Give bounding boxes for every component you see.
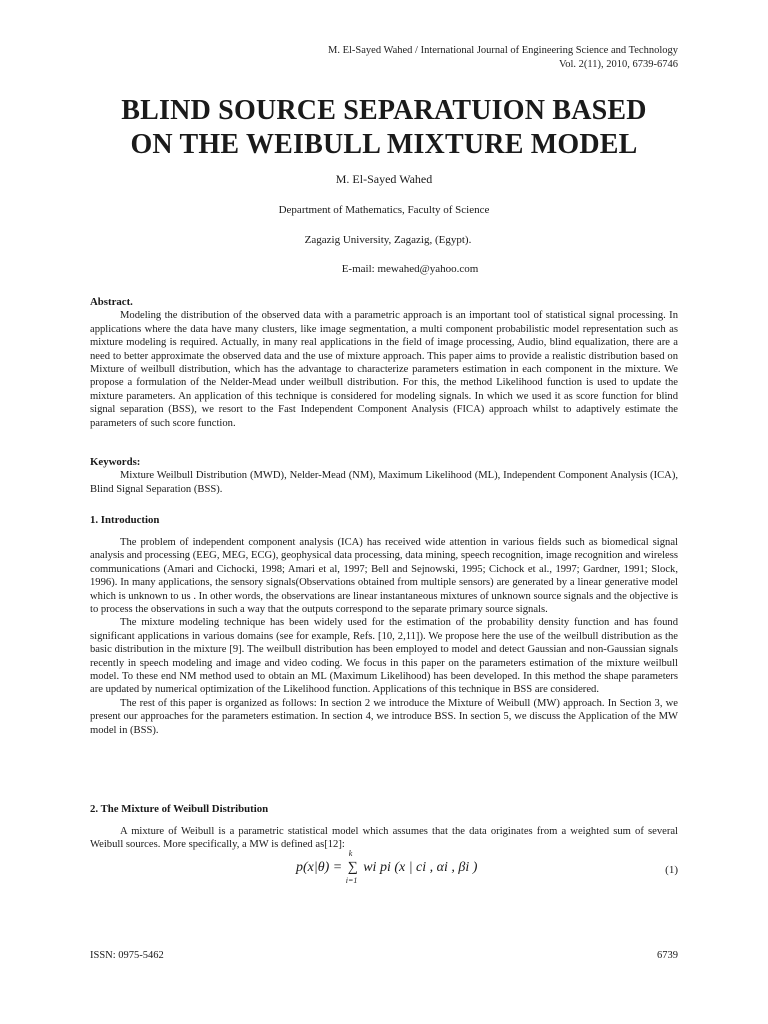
introduction-section — [90, 536, 678, 737]
abstract-text: Modeling the distribution of the observed data with a parametric approach is an important tool of statistical signal processing. In applications where the data have many clusters, like image segmentation, a multi component probabilistic model representation such as mixture modeling is required. Actually, in many real applications in the field of image processing, Audio, blind equalization, there are a need to better approximate the observed data and the use of mixture approach. This paper aims to provide a realistic distribution based on Mixture of weilbull distribution, which has the advantage to characterize parameters estimation in each component in the mixture. We propose a formulation of the Nelder-Mead under weilbull distribution. For this, the method Likelihood function is used to update the mixture parameters. An application of this technique is considered for modeling signals. In which we used it as score function for blind signal separation (BSS), we resort to the Fast Independent Component Analysis (FICA) approach whilst to adaptively estimate the parameters of such score function. — [90, 310, 678, 429]
abstract-section — [90, 296, 678, 430]
introduction-heading: 1. Introduction — [90, 514, 160, 526]
section2-body — [90, 825, 678, 852]
keywords-section — [90, 456, 678, 496]
title-line-2: ON THE WEIBULL MIXTURE MODEL — [130, 129, 638, 160]
author-name: M. El-Sayed Wahed — [335, 172, 433, 186]
section2-paragraph: A mixture of Weibull is a parametric statistical model which assumes that the data originates from a weighted sum of several Weibull sources. More specifically, a MW is defined as[12]: — [90, 826, 678, 851]
equation-1 — [90, 849, 678, 892]
author-email: E-mail: mewahed@yahoo.com — [341, 263, 479, 275]
sum-upper-limit: k — [348, 849, 353, 858]
title-line-1: BLIND SOURCE SEPARATUION BASED — [121, 95, 647, 126]
intro-paragraph-3: The rest of this paper is organized as follows: In section 2 we introduce the Mixture of Weibull (MW) approach. In Section 3, we present our approaches for the parameters estimation. In section 4, we introduce BSS. In section 5, we discuss the Application of the MW model in (BSS). — [90, 697, 678, 736]
equation-formula — [296, 849, 478, 885]
affiliation-university: Zagazig University, Zagazig, (Egypt). — [304, 234, 472, 246]
running-header — [118, 44, 678, 72]
header-journal-line: M. El-Sayed Wahed / International Journal of Engineering Science and Technology — [328, 45, 678, 56]
footer-page-number: 6739 — [657, 950, 678, 961]
paper-title — [60, 94, 708, 162]
keywords-text: Mixture Weilbull Distribution (MWD), Nelder-Mead (NM), Maximum Likelihood (ML), Independent Component Analysis (ICA), Blind Signal Separation (BSS). — [90, 470, 678, 495]
intro-paragraph-2: The mixture modeling technique has been widely used for the estimation of the probability density function and has found significant applications in various domains (see for example, Refs. [10, 2,11]). We propose here the use of the weilbull distribution as the basic distribution in the mixture [9]. The weilbull distribution has been employed to model and detect Gaussian and non-Gaussian signals recently in speech modeling and image and video coding. We focus in this paper on the parameters estimation of the mixture weilbull model. To these end NM method used to obtain an ML (Maximum Likelihood) has been developed. In this method the shape parameters are updated by numerical optimization of the Likelihood function. Applications of this technique in BSS are considered. — [90, 617, 678, 696]
equation-rhs: wi pi (x | ci , αi , βi ) — [363, 860, 478, 875]
sum-lower-limit: i=1 — [345, 876, 358, 885]
equation-number: (1) — [665, 864, 678, 876]
affiliation-department: Department of Mathematics, Faculty of Science — [278, 204, 490, 216]
summation-symbol: ∑ k i=1 — [345, 849, 358, 885]
intro-paragraph-1: The problem of independent component analysis (ICA) has received wide attention in various fields such as biomedical signal analysis and processing (EEG, MEG, ECG), geophysical data processing, data mining, speech recognition, image recognition and wireless communications (Amari and Cichocki, 1998; Amari et al, 1997; Bell and Sejnowski, 1995; Cichock et al., 1997; Gardner, 1991; Slock, 1996). In many applications, the sensory signals(Observations obtained from multiple sensors) are generated by a linear generative model which is unknown to us . In other words, the observations are linear instantaneous mixtures of unknown source signals and the objective is to process the observations in such a way that the outputs correspond to the separate primary source signals. — [90, 537, 678, 616]
keywords-heading: Keywords: — [90, 456, 141, 468]
equation-lhs: p(x|θ) = — [296, 860, 343, 875]
abstract-heading: Abstract. — [90, 296, 133, 308]
footer-issn: ISSN: 0975-5462 — [90, 950, 164, 961]
section2-heading: 2. The Mixture of Weibull Distribution — [90, 803, 269, 815]
header-volume-line: Vol. 2(11), 2010, 6739-6746 — [559, 59, 678, 70]
